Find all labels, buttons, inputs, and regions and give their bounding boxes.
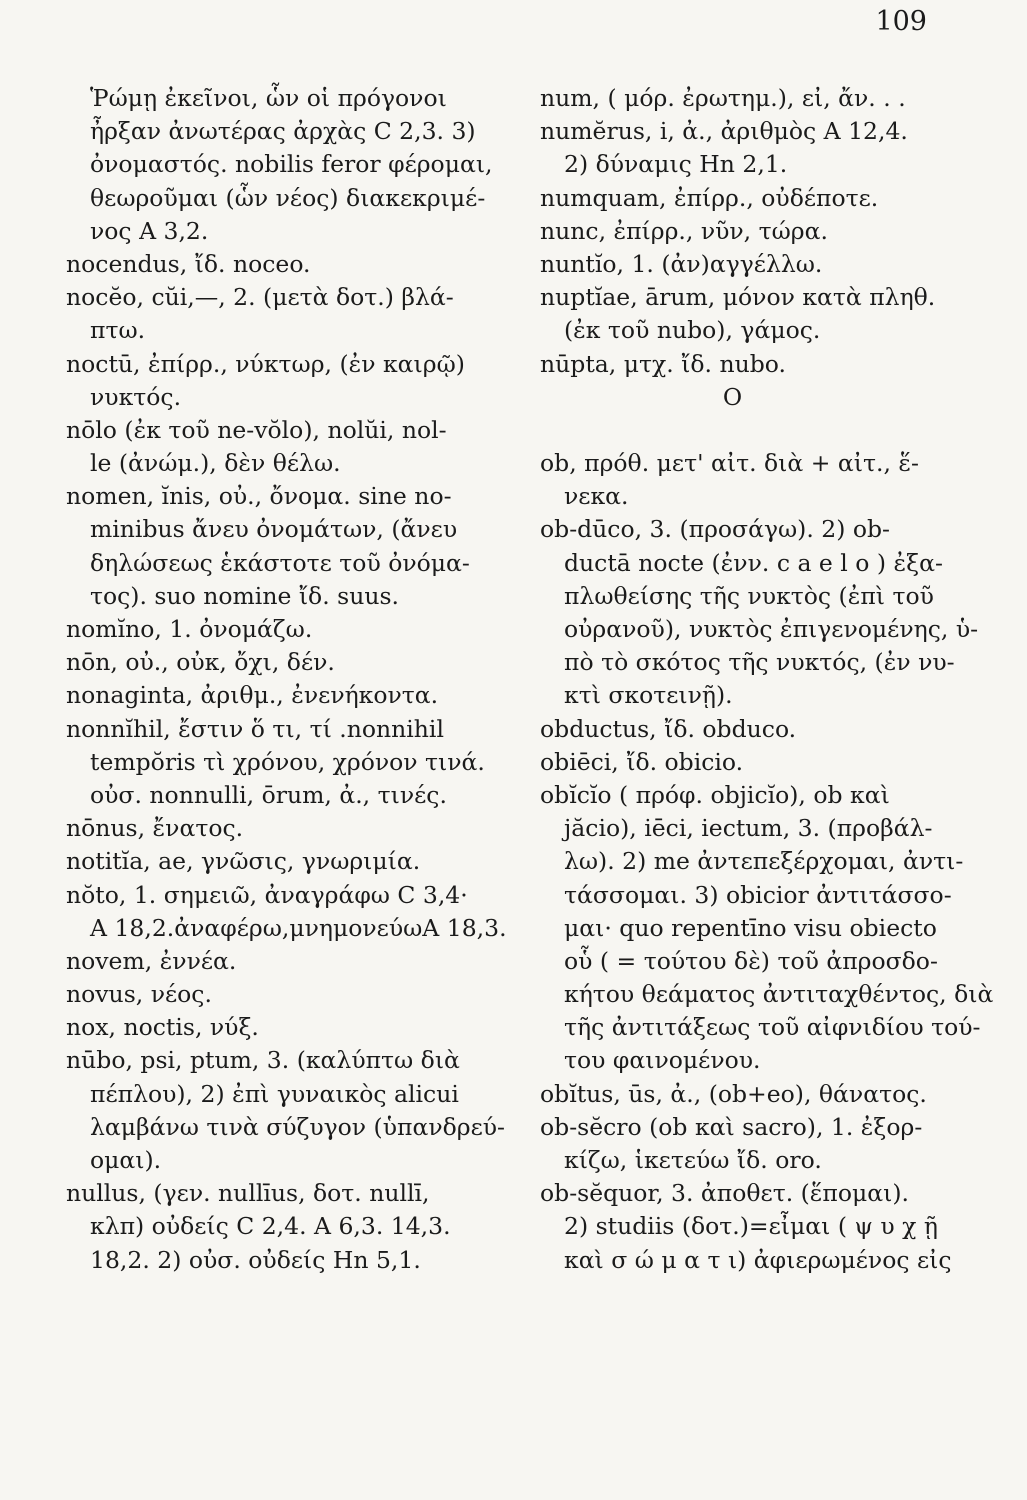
dictionary-line: notitĭa, ae, γνῶσις, γνωριμία.: [66, 847, 421, 876]
dictionary-line: nuntĭo, 1. (ἀν)αγγέλλω.: [540, 249, 823, 278]
dictionary-line: nocĕo, cŭi,—, 2. (μετὰ δοτ.) βλά-: [66, 283, 454, 312]
dictionary-line: τος). suo nomine ἴδ. suus.: [90, 581, 399, 610]
section-heading: O: [722, 382, 743, 411]
dictionary-line: του φαινομένου.: [564, 1046, 761, 1075]
dictionary-line: minibus ἄνευ ὀνομάτων, (ἄνευ: [90, 515, 458, 544]
dictionary-line: κίζω, ἱκετεύω ἴδ. oro.: [564, 1146, 822, 1174]
dictionary-line: δηλώσεως ἑκάστοτε τοῦ ὀνόμα-: [90, 548, 470, 577]
dictionary-line: ob, πρόθ. μετ' αἰτ. διὰ + αἰτ., ἕ-: [540, 449, 919, 478]
dictionary-line: οὗ ( = τούτου δὲ) τοῦ ἀπροσδο-: [564, 946, 938, 975]
dictionary-line: νεκα.: [564, 482, 629, 511]
dictionary-line: ob-sĕquor, 3. ἀποθετ. (ἕπομαι).: [540, 1179, 910, 1208]
dictionary-line: obĭcĭo ( πρόφ. objicĭo), ob καὶ: [540, 780, 890, 809]
dictionary-line: nunc, ἐπίρρ., νῦν, τώρα.: [540, 216, 828, 245]
dictionary-line: numĕrus, i, ἀ., ἀριθμὸς A 12,4.: [540, 117, 908, 146]
left-column: [66, 82, 521, 1277]
dictionary-line: κλπ) οὐδείς C 2,4. A 6,3. 14,3.: [90, 1212, 451, 1241]
dictionary-line: 2) δύναμις Hn 2,1.: [564, 150, 788, 179]
dictionary-line: ob-dūco, 3. (προσάγω). 2) ob-: [540, 515, 890, 544]
dictionary-line: nōnus, ἔνατος.: [66, 814, 244, 843]
page-number: 109: [875, 6, 927, 37]
dictionary-line: κήτου θεάματος ἀντιταχθέντος, διὰ: [564, 980, 994, 1009]
dictionary-line: novus, νέος.: [66, 980, 212, 1009]
dictionary-line: οὐρανοῦ), νυκτὸς ἐπιγενομένης, ὑ-: [564, 615, 979, 643]
dictionary-line: πτω.: [90, 316, 146, 345]
dictionary-line: μαι· quo repentīno visu obiecto: [564, 913, 937, 942]
dictionary-line: πλωθείσης τῆς νυκτὸς (ἐπὶ τοῦ: [564, 581, 934, 610]
dictionary-line: πὸ τὸ σκότος τῆς νυκτός, (ἐν νυ-: [564, 648, 955, 677]
dictionary-line: νυκτός.: [90, 382, 182, 411]
dictionary-line: nŏto, 1. σημειῶ, ἀναγράφω C 3,4·: [66, 880, 468, 909]
dictionary-line: nomĭno, 1. ὀνομάζω.: [66, 615, 313, 643]
dictionary-line: le (ἀνώμ.), δὲν θέλω.: [90, 449, 341, 478]
dictionary-line: obiēci, ἴδ. obicio.: [540, 747, 744, 776]
dictionary-line: κτὶ σκοτεινῇ).: [564, 681, 733, 710]
dictionary-line: tempŏris τὶ χρόνου, χρόνον τινά.: [90, 747, 485, 776]
dictionary-line: nox, noctis, νύξ.: [66, 1013, 259, 1042]
dictionary-line: τάσσομαι. 3) obicior ἀντιτάσσο-: [564, 880, 952, 909]
dictionary-line: ἦρξαν ἀνωτέρας ἀρχὰς C 2,3. 3): [90, 117, 476, 146]
dictionary-line: nomen, ĭnis, οὐ., ὄνομα. sine no-: [66, 482, 452, 511]
dictionary-line: [540, 414, 985, 447]
dictionary-line: noctū, ἐπίρρ., νύκτωρ, (ἐν καιρῷ): [66, 349, 465, 378]
dictionary-line: nūbo, psi, ptum, 3. (καλύπτω διὰ: [66, 1046, 460, 1075]
dictionary-line: ob-sĕcro (ob καὶ sacro), 1. ἐξορ-: [540, 1112, 923, 1141]
dictionary-line: καὶ σ ώ μ α τ ι) ἀφιερωμένος εἰς: [564, 1245, 952, 1274]
dictionary-line: nonnĭhil, ἔστιν ὅ τι, τί .nonnihil: [66, 714, 444, 743]
dictionary-line: nōlo (ἐκ τοῦ ne-vŏlo), nolŭi, nol-: [66, 415, 447, 444]
dictionary-line: nocendus, ἴδ. noceo.: [66, 249, 311, 278]
dictionary-line: πέπλου), 2) ἐπὶ γυναικὸς alicui: [90, 1079, 459, 1108]
dictionary-line: obĭtus, ūs, ἀ., (ob+eo), θάνατος.: [540, 1079, 927, 1108]
dictionary-line: nuptĭae, ārum, μόνον κατὰ πληθ.: [540, 283, 936, 312]
dictionary-line: τῆς ἀντιτάξεως τοῦ αἰφνιδίου τού-: [564, 1013, 981, 1042]
dictionary-line: num, ( μόρ. ἐρωτημ.), εἰ, ἄν. . .: [540, 84, 906, 112]
dictionary-line: λαμβάνω τινὰ σύζυγον (ὑπανδρεύ-: [90, 1112, 505, 1141]
dictionary-line: νος A 3,2.: [90, 216, 209, 245]
dictionary-line: Ῥώμῃ ἐκεῖνοι, ὧν οἱ πρόγονοι: [90, 84, 447, 112]
dictionary-line: οὐσ. nonnulli, ōrum, ἀ., τινές.: [90, 780, 447, 809]
dictionary-line: A 18,2.ἀναφέρω,μνημονεύωA 18,3.: [90, 913, 507, 942]
dictionary-line: nōn, οὐ., οὐκ, ὄχι, δέν.: [66, 648, 335, 677]
dictionary-line: nonaginta, ἀριθμ., ἐνενήκοντα.: [66, 681, 439, 710]
dictionary-line: ductā nocte (ἐνν. c a e l o ) ἐξα-: [564, 548, 943, 577]
dictionary-line: 18,2. 2) οὐσ. οὐδείς Hn 5,1.: [90, 1245, 421, 1274]
dictionary-line: obductus, ἴδ. obduco.: [540, 714, 797, 743]
dictionary-line: nūpta, μτχ. ἴδ. nubo.: [540, 349, 786, 378]
dictionary-line: nullus, (γεν. nullīus, δοτ. nullī,: [66, 1179, 430, 1208]
dictionary-line: ὀνομαστός. nobilis feror φέρομαι,: [90, 150, 493, 179]
dictionary-line: λω). 2) me ἀντεπεξέρχομαι, ἀντι-: [564, 847, 964, 876]
dictionary-line: jăcio), iēci, iectum, 3. (προβάλ-: [564, 814, 933, 843]
dictionary-line: θεωροῦμαι (ὧν νέος) διακεκριμέ-: [90, 183, 486, 212]
dictionary-line: ομαι).: [90, 1146, 162, 1174]
right-column: [540, 82, 994, 1277]
dictionary-line: (ἐκ τοῦ nubo), γάμος.: [564, 316, 821, 345]
dictionary-line: 2) studiis (δοτ.)=εἶμαι ( ψ υ χ ῇ: [564, 1212, 938, 1241]
dictionary-line: numquam, ἐπίρρ., οὐδέποτε.: [540, 183, 879, 212]
dictionary-line: novem, ἐννέα.: [66, 946, 237, 975]
